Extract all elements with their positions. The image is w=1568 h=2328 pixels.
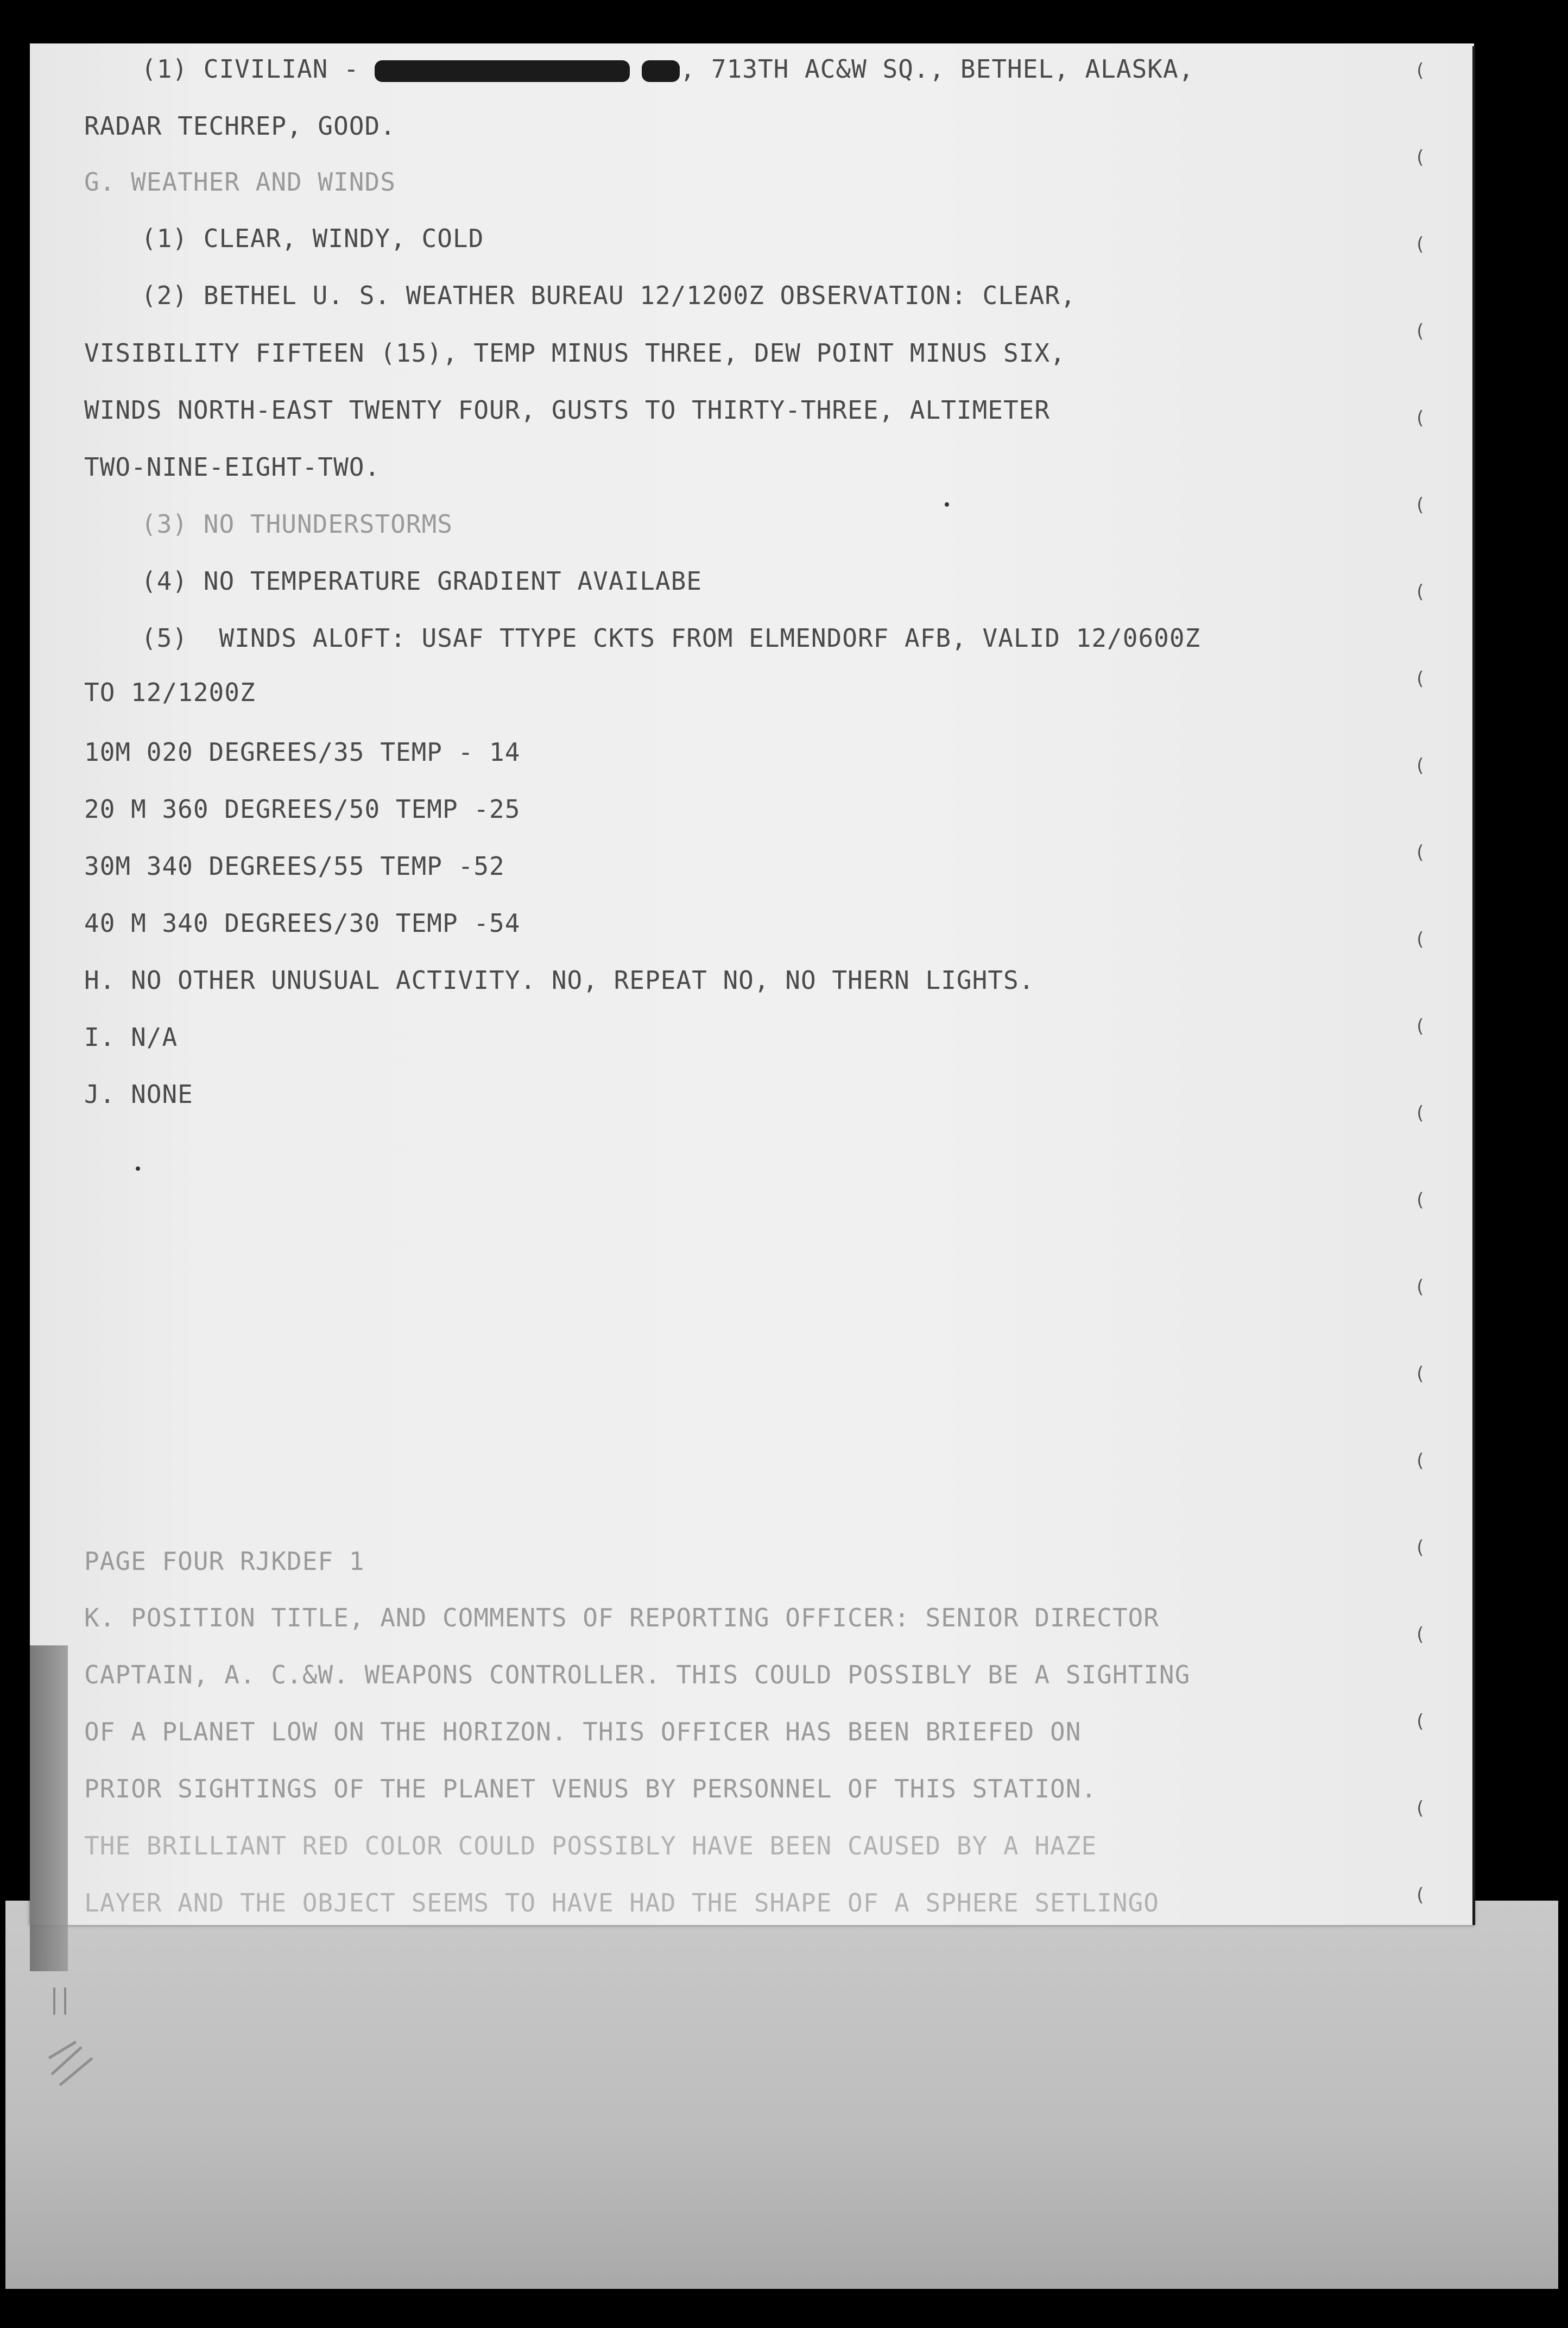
stray-mark xyxy=(945,502,949,507)
margin-tick: ( xyxy=(1414,1363,1426,1385)
scan-backdrop xyxy=(5,1901,1558,2289)
text-line: PRIOR SIGHTINGS OF THE PLANET VENUS BY PERSONNEL OF THIS STATION. xyxy=(84,1774,1097,1803)
margin-tick: ( xyxy=(1414,1450,1426,1472)
margin-tick: ( xyxy=(1414,1797,1426,1819)
winds-aloft-row: 20 M 360 DEGREES/50 TEMP -25 xyxy=(84,794,521,824)
margin-tick: ( xyxy=(1414,1015,1426,1037)
text-line: I. N/A xyxy=(84,1023,178,1052)
text-line: WINDS NORTH-EAST TWENTY FOUR, GUSTS TO THIRTY-THREE, ALTIMETER xyxy=(84,395,1051,425)
stray-mark xyxy=(136,1166,140,1171)
text-line: TWO-NINE-EIGHT-TWO. xyxy=(84,452,381,482)
text-line: CAPTAIN, A. C.&W. WEAPONS CONTROLLER. THIS COULD POSSIBLY BE A SIGHTING xyxy=(84,1660,1191,1689)
margin-tick: ( xyxy=(1414,1276,1426,1298)
text-line: OF A PLANET LOW ON THE HORIZON. THIS OFFICER HAS BEEN BRIEFED ON xyxy=(84,1717,1082,1746)
margin-tick: ( xyxy=(1414,1102,1426,1124)
text-line: H. NO OTHER UNUSUAL ACTIVITY. NO, REPEAT NO, NO THERN LIGHTS. xyxy=(84,966,1035,995)
film-edge-marks xyxy=(43,1982,119,2102)
text-line: THE BRILLIANT RED COLOR COULD POSSIBLY HAVE BEEN CAUSED BY A HAZE xyxy=(84,1831,1097,1860)
margin-tick: ( xyxy=(1414,1189,1426,1211)
winds-aloft-row: 10M 020 DEGREES/35 TEMP - 14 xyxy=(84,737,521,767)
section-heading: G. WEATHER AND WINDS xyxy=(84,167,396,197)
redaction-bar xyxy=(375,60,630,82)
text-line: J. NONE xyxy=(84,1080,193,1109)
text-line: (3) NO THUNDERSTORMS xyxy=(141,509,453,539)
margin-tick: ( xyxy=(1414,668,1426,690)
margin-tick: ( xyxy=(1414,60,1426,81)
text-line: (2) BETHEL U. S. WEATHER BUREAU 12/1200Z OBSERVATION: CLEAR, xyxy=(141,281,1076,310)
margin-tick: ( xyxy=(1414,234,1426,255)
text-line: RADAR TECHREP, GOOD. xyxy=(84,111,396,141)
page-edge-shadow xyxy=(30,1645,68,1971)
margin-tick: ( xyxy=(1414,1884,1426,1906)
text-line: (5) WINDS ALOFT: USAF TTYPE CKTS FROM ELMENDORF AFB, VALID 12/0600Z xyxy=(141,623,1201,653)
text-line: (1) CLEAR, WINDY, COLD xyxy=(141,224,484,253)
civilian-prefix: (1) CIVILIAN - xyxy=(141,54,359,84)
page-header: PAGE FOUR RJKDEF 1 xyxy=(84,1547,365,1576)
winds-aloft-row: 40 M 340 DEGREES/30 TEMP -54 xyxy=(84,909,521,938)
margin-tick: ( xyxy=(1414,929,1426,950)
margin-tick: ( xyxy=(1414,494,1426,516)
margin-tick: ( xyxy=(1414,1711,1426,1732)
text-line: (4) NO TEMPERATURE GRADIENT AVAILABE xyxy=(141,566,702,596)
redaction-bar xyxy=(642,60,680,82)
winds-aloft-row: 30M 340 DEGREES/55 TEMP -52 xyxy=(84,851,505,881)
page-right-rule xyxy=(1472,46,1475,1925)
margin-tick: ( xyxy=(1414,581,1426,603)
civilian-line xyxy=(141,54,1194,84)
margin-tick: ( xyxy=(1414,842,1426,863)
text-line: TO 12/1200Z xyxy=(84,678,256,707)
civilian-suffix: , 713TH AC&W SQ., BETHEL, ALASKA, xyxy=(680,54,1194,84)
margin-tick-column xyxy=(1414,60,1431,1906)
margin-tick: ( xyxy=(1414,1624,1426,1645)
margin-tick: ( xyxy=(1414,320,1426,342)
teletype-page xyxy=(30,43,1474,1925)
text-line: LAYER AND THE OBJECT SEEMS TO HAVE HAD THE SHAPE OF A SPHERE SETLINGO xyxy=(84,1888,1159,1917)
margin-tick: ( xyxy=(1414,1537,1426,1559)
text-line: K. POSITION TITLE, AND COMMENTS OF REPORTING OFFICER: SENIOR DIRECTOR xyxy=(84,1603,1159,1632)
text-line: VISIBILITY FIFTEEN (15), TEMP MINUS THREE, DEW POINT MINUS SIX, xyxy=(84,338,1066,368)
margin-tick: ( xyxy=(1414,147,1426,168)
margin-tick: ( xyxy=(1414,407,1426,429)
margin-tick: ( xyxy=(1414,755,1426,777)
